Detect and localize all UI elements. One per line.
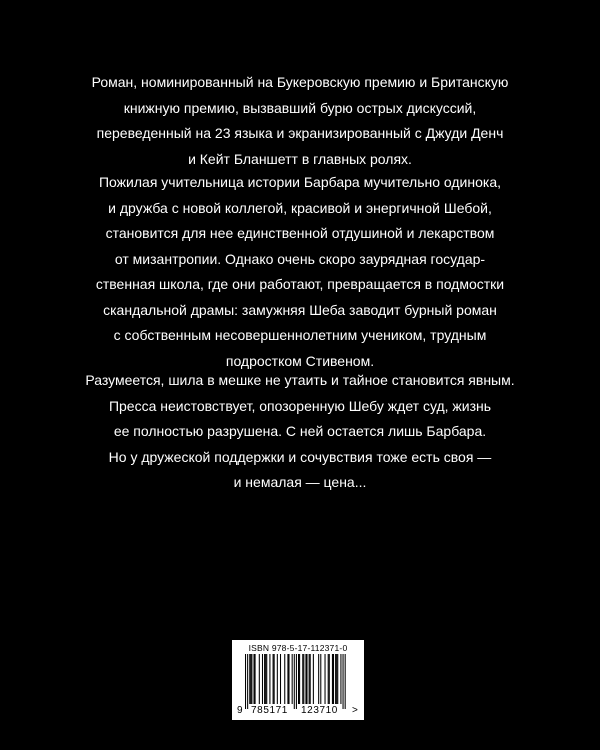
barcode-bar bbox=[253, 654, 254, 704]
barcode-bar bbox=[266, 654, 267, 704]
barcode-bar bbox=[340, 654, 341, 704]
blurb-paragraph-3 bbox=[40, 368, 560, 496]
barcode-bar bbox=[250, 654, 251, 704]
barcode-quiet-zone-mark: > bbox=[352, 705, 358, 716]
blurb-line: Разумеется, шила в мешке не утаить и тайное становится явным. bbox=[85, 372, 515, 388]
barcode-bar bbox=[288, 654, 289, 704]
barcode-bar bbox=[303, 654, 304, 704]
barcode-digit-first: 9 bbox=[237, 705, 243, 716]
barcode-bar bbox=[269, 654, 270, 704]
barcode-bar bbox=[292, 654, 293, 704]
barcode-bar bbox=[332, 654, 333, 704]
blurb-paragraph-1 bbox=[40, 70, 560, 172]
barcode-bar bbox=[336, 654, 337, 704]
barcode-bar bbox=[251, 654, 252, 704]
barcode-bar bbox=[280, 654, 281, 704]
barcode-guard-bar bbox=[247, 654, 248, 709]
barcode-bar bbox=[313, 654, 314, 704]
barcode-bar bbox=[255, 654, 256, 704]
barcode-guard-bar bbox=[345, 654, 346, 709]
barcode-bar bbox=[305, 654, 306, 704]
barcode-bar bbox=[264, 654, 265, 704]
blurb-line: книжную премию, вызвавший бурю острых дискуссий, bbox=[123, 99, 477, 116]
barcode-bar bbox=[298, 654, 299, 704]
barcode-bar bbox=[274, 654, 275, 704]
barcode-guard-bar bbox=[245, 654, 246, 709]
blurb-line: становится для нее единственной отдушиной и лекарством bbox=[105, 225, 495, 241]
barcode-bar bbox=[320, 654, 321, 704]
blurb-line: Но у дружеской поддержки и сочувствия тоже есть своя — bbox=[108, 448, 492, 465]
barcode-digits-left: 785171 bbox=[251, 705, 288, 716]
barcode-bar bbox=[249, 654, 250, 704]
blurb-paragraph-2 bbox=[40, 170, 560, 374]
barcode-bar bbox=[287, 654, 288, 704]
barcode-bar bbox=[333, 654, 334, 704]
barcode-bar bbox=[262, 654, 263, 704]
blurb-line: подростком Стивеном. bbox=[225, 352, 375, 369]
isbn-label: ISBN 978-5-17-112371-0 bbox=[248, 643, 348, 653]
blurb-line: и немалая — цена... bbox=[233, 474, 367, 490]
barcode-bar bbox=[299, 654, 300, 704]
barcode-bar bbox=[306, 654, 307, 704]
barcode-bar bbox=[265, 654, 266, 704]
barcode-bar bbox=[302, 654, 303, 704]
barcode-guard-bar bbox=[343, 654, 344, 709]
barcode-bar bbox=[335, 654, 336, 704]
blurb-line: ственная школа, где они работают, превращается в подмостки bbox=[95, 276, 505, 292]
barcode-bar bbox=[284, 654, 285, 704]
blurb-line: скандальной драмы: замужняя Шеба заводит бурный роман bbox=[103, 301, 497, 318]
blurb-line: переведенный на 23 языка и экранизированный с Джуди Денч bbox=[96, 125, 504, 141]
blurb-line: ее полностью разрушена. С ней остается лишь Барбара. bbox=[113, 423, 487, 439]
barcode-bar bbox=[259, 654, 260, 704]
barcode-digits-right: 123710 bbox=[301, 705, 338, 716]
barcode-bar bbox=[310, 654, 311, 704]
blurb-line: и Кейт Бланшетт в главных ролях. bbox=[188, 150, 412, 167]
barcode-bar bbox=[328, 654, 329, 704]
barcode-guard-bar bbox=[296, 654, 297, 709]
barcode-bar bbox=[337, 654, 338, 704]
blurb-line: с собственным несовершеннолетним учеником, трудным bbox=[113, 327, 487, 343]
blurb-line: Пресса неистовствует, опозоренную Шебу ждет суд, жизнь bbox=[108, 397, 492, 414]
barcode-guard-bar bbox=[294, 654, 295, 709]
barcode-bar bbox=[309, 654, 310, 704]
blurb-line: Пожилая учительница истории Барбара мучительно одинока, bbox=[98, 174, 502, 190]
barcode-bar bbox=[273, 654, 274, 704]
barcode-bar bbox=[325, 654, 326, 704]
blurb-line: Роман, номинированный на Букеровскую премию и Британскую bbox=[91, 74, 509, 90]
isbn-barcode bbox=[232, 640, 364, 720]
barcode-bar bbox=[329, 654, 330, 704]
barcode-bar bbox=[318, 654, 319, 704]
barcode-bar bbox=[277, 654, 278, 704]
blurb-line: и дружба с новой коллегой, красивой и энергичной Шебой, bbox=[108, 199, 492, 216]
blurb-line: от мизантропии. Однако очень скоро заурядная государ- bbox=[114, 250, 486, 267]
